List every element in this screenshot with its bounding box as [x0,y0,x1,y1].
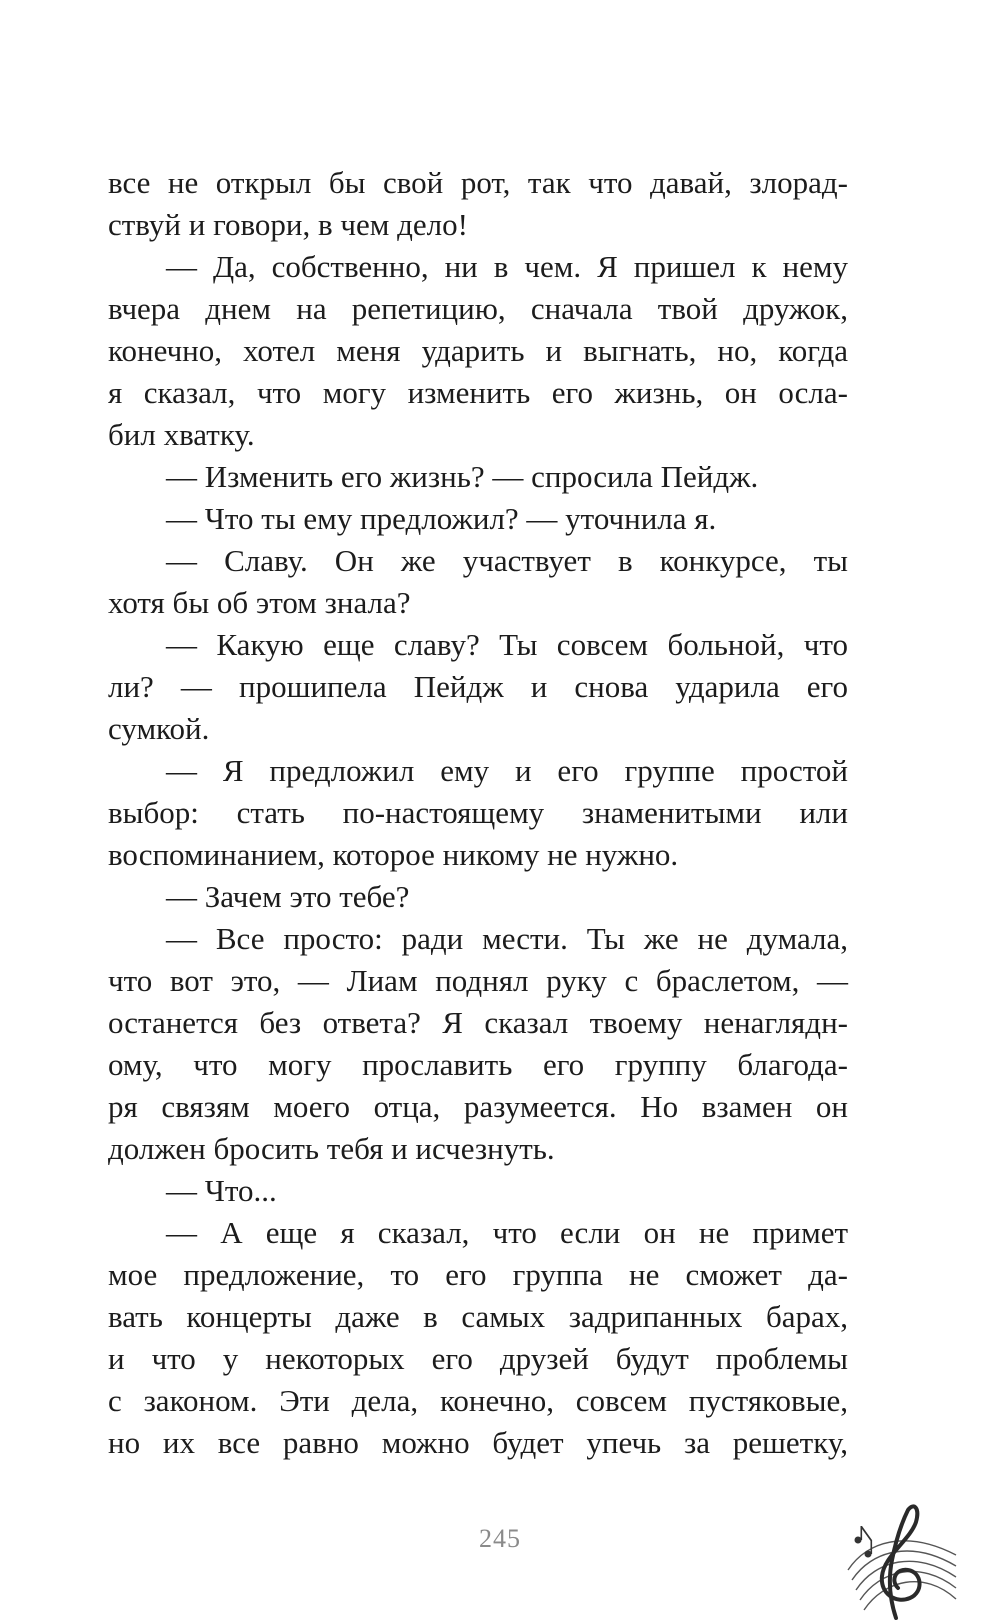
text-line: — Зачем это тебе? [166,879,410,914]
text-line: ря связям моего отца, разумеется. Но взамен он [108,1089,848,1124]
text-line: ли? — прошипела Пейдж и снова ударила его [108,669,848,704]
text-line: я сказал, что могу изменить его жизнь, он осла- [108,375,848,410]
text-line: ствуй и говори, в чем дело! [108,207,468,242]
text-line: воспоминанием, которое никому не нужно. [108,837,679,872]
text-line: — Какую еще славу? Ты совсем больной, что [166,627,848,662]
text-line: и что у некоторых его друзей будут проблемы [108,1341,848,1376]
text-line: — Все просто: ради мести. Ты же не думала, [166,921,848,956]
text-line: но их все равно можно будет упечь за решетку, [108,1425,848,1460]
page-body-text [108,162,848,1464]
text-line: — Славу. Он же участвует в конкурсе, ты [166,543,848,578]
text-line: должен бросить тебя и исчезнуть. [108,1131,555,1166]
text-line: конечно, хотел меня ударить и выгнать, но, когда [108,333,848,368]
text-line: — Да, собственно, ни в чем. Я пришел к нему [166,249,848,284]
text-line: — Что... [166,1173,277,1208]
page-number: 245 [479,1524,521,1553]
treble-clef-icon [838,1500,958,1620]
text-line: вчера днем на репетицию, сначала твой дружок, [108,291,848,326]
text-line: хотя бы об этом знала? [108,585,411,620]
text-line: — Изменить его жизнь? — спросила Пейдж. [166,459,759,494]
text-line: сумкой. [108,711,210,746]
text-line: останется без ответа? Я сказал твоему ненаглядн- [108,1005,848,1040]
text-line: все не открыл бы свой рот, так что давай, злорад- [108,165,848,200]
text-line: с законом. Эти дела, конечно, совсем пустяковые, [108,1383,848,1418]
text-line: мое предложение, то его группа не сможет да- [108,1257,848,1292]
text-line: — Что ты ему предложил? — уточнила я. [166,501,717,536]
text-line: что вот это, — Лиам поднял руку с браслетом, — [108,963,848,998]
text-line: ому, что могу прославить его группу благода- [108,1047,848,1082]
text-line: бил хватку. [108,417,255,452]
text-line: — Я предложил ему и его группе простой [166,753,848,788]
text-line: выбор: стать по-настоящему знаменитыми или [108,795,848,830]
text-line: — А еще я сказал, что если он не примет [166,1215,848,1250]
text-line: вать концерты даже в самых задрипанных барах, [108,1299,848,1334]
